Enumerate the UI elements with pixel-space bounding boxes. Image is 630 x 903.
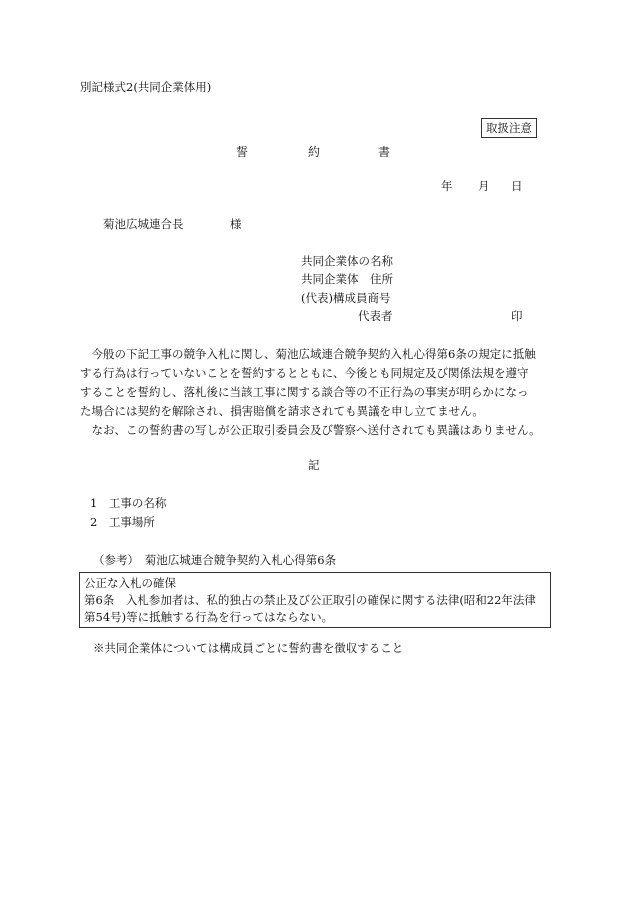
jv-name-label: 共同企業体の名称 [301,254,393,268]
pledge-line: なお、この誓約書の写しが公正取引委員会及び警察へ送付されても異議はありません。 [80,423,541,437]
seal-mark: 印 [511,309,523,323]
pledge-line: する行為は行っていないことを誓約するとともに、今後とも同規定及び関係法規を遵守 [80,366,529,380]
reference-box-line: 第54号)等に抵触する行為を行ってはならない。 [84,610,334,624]
pledge-body [80,345,548,440]
date-month: 月 [478,179,490,193]
pledge-line: た場合には契約を解除され、損害賠償を請求されても異議を申し立てません。 [80,404,484,418]
footnote: ※共同企業体については構成員ごとに誓約書を徴収すること [93,641,404,655]
form-label: 別記様式2(共同企業体用) [80,80,212,94]
date-day: 日 [511,179,523,193]
ki-heading: 記 [308,458,320,472]
pledge-paragraph-1 [80,345,548,421]
title-char-2: 約 [308,145,321,159]
reference-label: （参考） 菊池広城連合競争契約入札心得第6条 [93,553,337,567]
pledge-paragraph-2 [80,421,548,440]
item-construction-name: 1 工事の名称 [90,496,167,510]
reference-box-line: 第6条 入札参加者は、私的独占の禁止及び公正取引の確保に関する法律(昭和22年法律 [84,593,536,607]
member-trade-name-label: (代表)構成員商号 [301,291,391,305]
pledge-line: することを誓約し、落札後に当該工事に関する談合等の不正行為の事実が明らかになっ [80,385,529,399]
reference-box-heading: 公正な入札の確保 [84,576,176,590]
recipient-name: 菊池広城連合長 [103,217,184,231]
confidential-notice-box: 取扱注意 [481,118,537,138]
jv-address-label: 共同企業体 住所 [301,272,393,286]
title-char-1: 誓 [236,145,249,159]
reference-box [79,572,551,628]
pledge-line: 今般の下記工事の競争入札に関し、菊池広域連合競争契約入札心得第6条の規定に抵触 [80,347,536,361]
representative-label: 代表者 [358,309,393,323]
date-year: 年 [441,179,453,193]
item-construction-location: 2 工事場所 [90,515,155,529]
recipient-honorific: 様 [230,217,242,231]
title-char-3: 書 [378,145,391,159]
